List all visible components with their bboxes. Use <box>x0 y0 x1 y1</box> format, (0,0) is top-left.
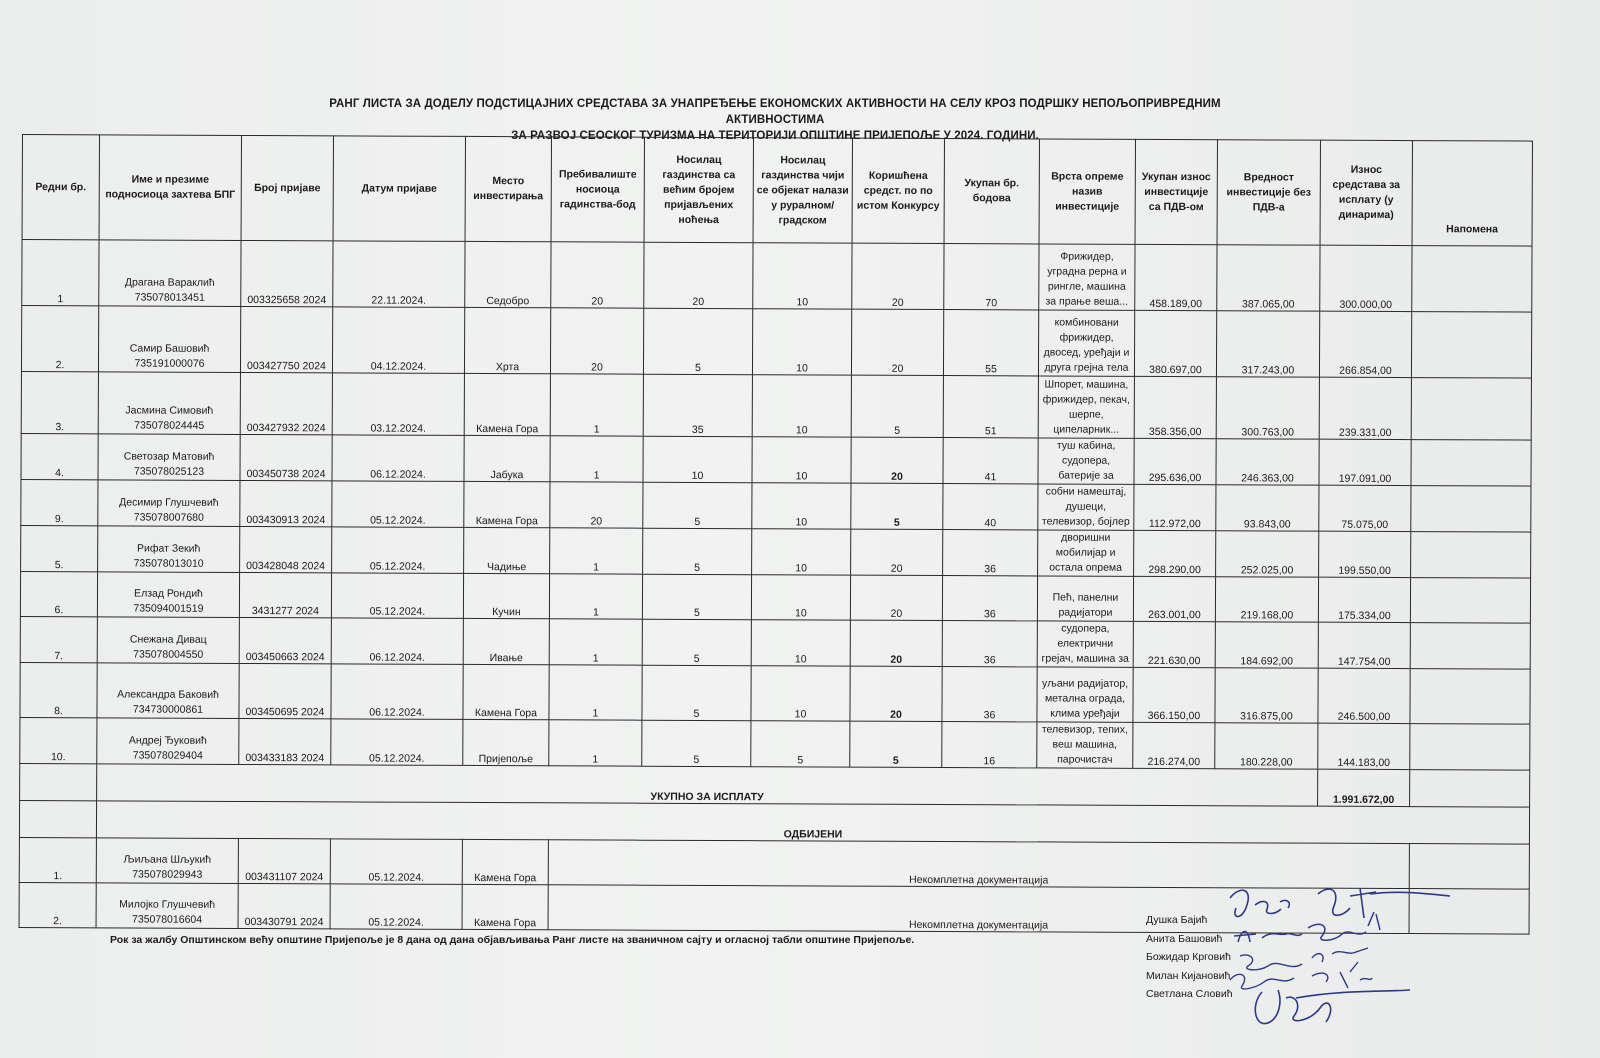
applicant-name-cell: Самир Башовић 735191000076 <box>98 306 240 373</box>
rejected-heading: ОДБИЈЕНИ <box>96 801 1529 844</box>
residence-points-cell: 1 <box>549 720 642 766</box>
nights-points-cell: 5 <box>642 574 751 619</box>
rural-points-cell: 10 <box>751 620 850 666</box>
total-value: 1.991.672,00 <box>1318 769 1410 806</box>
note-cell <box>1411 312 1531 379</box>
total-points-cell: 36 <box>942 576 1037 621</box>
residence-points-cell: 1 <box>550 436 643 482</box>
table-row <box>21 371 1531 440</box>
row-number-cell: 5. <box>21 525 98 571</box>
funds-used-points-cell: 20 <box>850 666 942 721</box>
investment-place-cell: Камена Гора <box>464 481 550 527</box>
appeal-note: Рок за жалбу Општинском већу општине Пријепоље је 8 дана од дана објављивања Ранг листе на званичном сајту и огласној табли општине Пријепоље. <box>110 934 915 946</box>
ranking-rows <box>20 240 1532 771</box>
rejection-reason-cell: Некомплетна документација <box>548 840 1409 889</box>
investment-without-vat-cell: 387.065,00 <box>1217 245 1320 311</box>
table-row <box>20 571 1530 623</box>
funds-used-points-cell: 20 <box>851 529 943 575</box>
equipment-cell: Шпорет, машина, фрижидер, пекач, шерпе, ципеларник... <box>1038 376 1134 438</box>
header-cell: Име и презиме подносиоца захтева БПГ <box>99 135 241 241</box>
row-number-cell: 9. <box>21 479 98 525</box>
funds-used-points-cell: 5 <box>851 375 943 437</box>
title-line-2: ЗА РАЗВОЈ СЕОСКОГ ТУРИЗМА НА ТЕРИТОРИЈИ ОПШТИНЕ ПРИЈЕПОЉЕ У 2024. ГОДИНИ. <box>511 130 1039 142</box>
note-cell <box>1411 440 1531 487</box>
investment-without-vat-cell: 246.363,00 <box>1216 439 1319 485</box>
application-number-cell: 003450695 2024 <box>239 663 331 718</box>
equipment-cell: судопера, електрични грејач, машина за <box>1037 621 1133 667</box>
empty-cell <box>20 763 97 800</box>
application-date-cell: 06.12.2024. <box>331 618 463 665</box>
investment-with-vat-cell: 221.630,00 <box>1133 621 1215 667</box>
equipment-cell: телевизор, тепих, веш машина, парочистач <box>1037 722 1133 768</box>
payout-amount-cell: 175.334,00 <box>1318 577 1410 622</box>
application-date-cell: 05.12.2024. <box>331 719 463 766</box>
total-label: УКУПНО ЗА ИСПЛАТУ <box>97 764 1318 806</box>
investment-without-vat-cell: 184.692,00 <box>1215 622 1318 668</box>
investment-without-vat-cell: 317.243,00 <box>1216 311 1319 377</box>
applicant-name-cell: Драгана Вараклић 735078013451 <box>99 240 241 307</box>
nights-points-cell: 5 <box>642 665 751 720</box>
total-points-cell: 36 <box>942 621 1037 667</box>
table-row <box>21 479 1531 532</box>
handwritten-signatures <box>1200 880 1480 1030</box>
total-points-cell: 36 <box>942 667 1037 722</box>
payout-amount-cell: 199.550,00 <box>1319 531 1411 577</box>
investment-with-vat-cell: 263.001,00 <box>1133 576 1215 621</box>
investment-place-cell: Чадиње <box>464 527 550 573</box>
header-cell: Напомена <box>1412 141 1532 247</box>
application-date-cell: 05.12.2024. <box>330 839 462 885</box>
table-row <box>21 433 1531 486</box>
table-row <box>20 616 1530 669</box>
rural-points-cell: 10 <box>752 309 851 375</box>
table-header-row <box>22 135 1532 247</box>
table-row <box>20 717 1530 770</box>
nights-points-cell: 20 <box>644 242 753 308</box>
residence-points-cell: 1 <box>550 374 643 436</box>
empty-cell <box>1410 770 1530 808</box>
header-cell: Укупан износ инвестиције са ПДВ-ом <box>1135 139 1217 244</box>
header-cell: Број пријаве <box>241 135 333 240</box>
note-cell <box>1411 486 1531 533</box>
funds-used-points-cell: 5 <box>850 721 942 767</box>
application-date-cell: 06.12.2024. <box>331 664 463 720</box>
application-date-cell: 05.12.2024. <box>331 573 463 619</box>
investment-place-cell: Кучин <box>463 573 549 618</box>
investment-with-vat-cell: 298.290,00 <box>1134 530 1216 576</box>
signer-name: Светлана Словић <box>1146 988 1233 1000</box>
table-row <box>22 240 1532 313</box>
total-points-cell: 51 <box>943 376 1038 438</box>
applicant-name-cell: Јасмина Симовић 735078024445 <box>98 372 240 435</box>
header-cell: Укупан бр. бодова <box>944 139 1039 244</box>
header-cell: Место инвестирања <box>465 136 551 241</box>
empty-cell <box>19 800 96 837</box>
signer-name: Милан Кијановић <box>1146 969 1231 982</box>
investment-place-cell: Хрта <box>464 307 550 373</box>
row-number-cell: 4. <box>21 433 98 479</box>
application-date-cell: 22.11.2024. <box>333 241 465 308</box>
applicant-name-cell: Снежана Дивац 735078004550 <box>97 617 239 664</box>
funds-used-points-cell: 20 <box>851 437 943 483</box>
note-cell <box>1410 669 1530 725</box>
application-number-cell: 003430791 2024 <box>238 883 330 928</box>
investment-without-vat-cell: 93.843,00 <box>1216 485 1319 531</box>
payout-amount-cell: 246.500,00 <box>1318 668 1410 723</box>
applicant-name-cell: Елзад Рондић 735094001519 <box>97 572 239 618</box>
total-points-cell: 70 <box>944 244 1039 310</box>
application-number-cell: 003427932 2024 <box>240 372 332 434</box>
funds-used-points-cell: 20 <box>850 575 942 620</box>
total-points-cell: 36 <box>943 530 1038 576</box>
ranking-table <box>19 134 1533 935</box>
total-points-cell: 55 <box>943 310 1038 376</box>
note-cell <box>1410 724 1530 771</box>
row-number-cell: 1. <box>19 837 96 882</box>
investment-place-cell: Седобро <box>465 241 551 307</box>
header-cell: Врста опреме назив инвестиције <box>1039 139 1135 244</box>
header-cell: Носилац газдинства са већим бројем пријављених ноћења <box>644 137 753 242</box>
applicant-name-cell: Рифат Зекић 735078013010 <box>98 526 240 573</box>
residence-points-cell: 20 <box>551 242 644 308</box>
row-number-cell: 8. <box>20 662 97 717</box>
residence-points-cell: 20 <box>550 482 643 528</box>
equipment-cell: Пећ, панелни радијатори <box>1037 576 1133 621</box>
payout-amount-cell: 197.091,00 <box>1319 439 1411 485</box>
applicant-name-cell: Андреј Ђуковић 735078029404 <box>97 718 239 765</box>
equipment-cell: уљани радијатор, метална ограда, клима уређаји <box>1037 667 1133 722</box>
header-cell: Редни бр. <box>22 135 99 240</box>
payout-amount-cell: 239.331,00 <box>1319 377 1411 439</box>
investment-without-vat-cell: 252.025,00 <box>1216 531 1319 577</box>
investment-without-vat-cell: 316.875,00 <box>1215 668 1318 723</box>
equipment-cell: комбиновани фрижидер, двосед, уређаји и друга грејна тела <box>1038 310 1134 376</box>
rural-points-cell: 10 <box>751 575 850 620</box>
application-date-cell: 05.12.2024. <box>332 527 464 574</box>
rural-points-cell: 10 <box>753 243 852 309</box>
investment-with-vat-cell: 380.697,00 <box>1134 310 1216 376</box>
investment-without-vat-cell: 300.763,00 <box>1216 377 1319 439</box>
payout-amount-cell: 147.754,00 <box>1318 622 1410 668</box>
header-cell: Датум пријаве <box>333 136 465 242</box>
application-date-cell: 03.12.2024. <box>332 373 464 436</box>
table-row <box>21 306 1531 379</box>
residence-points-cell: 20 <box>550 308 643 374</box>
payout-amount-cell: 144.183,00 <box>1318 723 1410 769</box>
nights-points-cell: 5 <box>643 482 752 528</box>
note-cell <box>1411 532 1531 579</box>
rejection-reason-cell: Некомплетна документација <box>548 885 1409 934</box>
investment-without-vat-cell: 219.168,00 <box>1215 577 1318 622</box>
row-number-cell: 7. <box>20 616 97 662</box>
payout-amount-cell: 266.854,00 <box>1319 311 1411 377</box>
note-cell <box>1410 623 1530 670</box>
investment-with-vat-cell: 216.274,00 <box>1133 722 1215 768</box>
nights-points-cell: 10 <box>643 436 752 482</box>
table-row <box>21 525 1531 578</box>
equipment-cell: туш кабина, судопера, батерије за <box>1038 438 1134 484</box>
application-number-cell: 003430913 2024 <box>240 480 332 526</box>
application-number-cell: 003428048 2024 <box>240 526 332 572</box>
nights-points-cell: 5 <box>642 619 751 665</box>
funds-used-points-cell: 5 <box>851 483 943 529</box>
residence-points-cell: 1 <box>550 528 643 574</box>
applicant-name-cell: Љиљана Шљукић 735078029943 <box>96 838 238 884</box>
application-number-cell: 003450663 2024 <box>239 617 331 663</box>
investment-place-cell: Камена Гора <box>464 373 550 435</box>
header-cell: Пребивалиште носиоца гадинства-бод <box>551 137 644 242</box>
total-points-cell: 40 <box>943 484 1038 530</box>
payout-amount-cell: 75.075,00 <box>1319 485 1411 531</box>
row-number-cell: 10. <box>20 717 97 763</box>
note-cell <box>1412 246 1532 313</box>
note-cell <box>1411 378 1531 441</box>
application-date-cell: 04.12.2024. <box>332 307 464 374</box>
rural-points-cell: 10 <box>751 666 850 721</box>
investment-place-cell: Камена Гора <box>463 664 549 719</box>
nights-points-cell: 5 <box>642 720 751 766</box>
nights-points-cell: 35 <box>643 374 752 436</box>
applicant-name-cell: Десимир Глушчевић 735078007680 <box>98 480 240 527</box>
equipment-cell: Фрижидер, уградна рерна и рингле, машина за прање веша... <box>1039 244 1135 310</box>
total-points-cell: 16 <box>942 722 1037 768</box>
row-number-cell: 2. <box>21 306 98 372</box>
rural-points-cell: 10 <box>752 529 851 575</box>
rural-points-cell: 10 <box>752 483 851 529</box>
investment-with-vat-cell: 112.972,00 <box>1134 484 1216 530</box>
investment-with-vat-cell: 358.356,00 <box>1134 376 1216 438</box>
application-date-cell: 05.12.2024. <box>332 481 464 528</box>
application-number-cell: 003431107 2024 <box>238 838 330 883</box>
header-cell: Износ средстава за исплату (у динарима) <box>1320 140 1412 245</box>
totals-section <box>19 763 1529 844</box>
equipment-cell: собни намештај, душеци, телевизор, бојлер <box>1038 484 1134 530</box>
nights-points-cell: 5 <box>643 308 752 374</box>
applicant-name-cell: Светозар Матовић 735078025123 <box>98 434 240 481</box>
table-row <box>20 662 1530 724</box>
nights-points-cell: 5 <box>643 528 752 574</box>
funds-used-points-cell: 20 <box>852 243 944 309</box>
header-cell: Вредност инвестиције без ПДВ-а <box>1217 140 1320 245</box>
header-cell: Носилац газдинства чији се објекат налази у руралном/градском <box>753 138 852 243</box>
row-number-cell: 2. <box>19 882 96 927</box>
application-date-cell: 05.12.2024. <box>330 884 462 930</box>
signer-name: Душка Бајић <box>1146 914 1208 926</box>
investment-with-vat-cell: 366.150,00 <box>1133 667 1215 722</box>
applicant-name-cell: Милојко Глушчевић 735078016604 <box>96 883 238 929</box>
total-points-cell: 41 <box>943 438 1038 484</box>
application-number-cell: 3431277 2024 <box>239 572 331 617</box>
applicant-name-cell: Александра Баковић 734730000861 <box>97 663 239 719</box>
investment-place-cell: Ивање <box>463 618 549 664</box>
signer-name: Анита Башовић <box>1146 932 1223 945</box>
investment-with-vat-cell: 458.189,00 <box>1135 244 1217 310</box>
payout-amount-cell: 300.000,00 <box>1320 245 1412 311</box>
residence-points-cell: 1 <box>549 574 642 619</box>
row-number-cell: 1 <box>22 240 99 306</box>
note-cell <box>1410 578 1530 624</box>
signer-name: Божидар Крговић <box>1146 951 1231 963</box>
application-number-cell: 003433183 2024 <box>239 718 331 764</box>
funds-used-points-cell: 20 <box>850 620 942 666</box>
title-line-1: РАНГ ЛИСТА ЗА ДОДЕЛУ ПОДСТИЦАЈНИХ СРЕДСТАВА ЗА УНАПРЕЂЕЊЕ ЕКОНОМСКИХ АКТИВНОСТИ НА СЕЛУ КРОЗ ПОДРШКУ НЕПОЉОПРИВРЕДНИМ АКТИВНОСТИМА <box>329 98 1221 126</box>
investment-place-cell: Јабука <box>464 435 550 481</box>
application-number-cell: 003427750 2024 <box>240 306 332 372</box>
header-cell: Коришћена средст. по по истом Конкурсу <box>852 138 944 243</box>
investment-place-cell: Пријепоље <box>463 719 549 765</box>
investment-without-vat-cell: 180.228,00 <box>1215 723 1318 769</box>
equipment-cell: дворишни мобилијар и остала опрема <box>1038 530 1134 576</box>
investment-place-cell: Камена Гора <box>462 839 548 884</box>
application-number-cell: 003450738 2024 <box>240 434 332 480</box>
rural-points-cell: 5 <box>751 721 850 767</box>
application-number-cell: 003325658 2024 <box>241 240 333 306</box>
rural-points-cell: 10 <box>752 375 851 437</box>
investment-place-cell: Камена Гора <box>462 884 548 929</box>
row-number-cell: 3. <box>21 371 98 433</box>
residence-points-cell: 1 <box>549 619 642 665</box>
application-date-cell: 06.12.2024. <box>332 435 464 482</box>
funds-used-points-cell: 20 <box>851 309 943 375</box>
investment-with-vat-cell: 295.636,00 <box>1134 438 1216 484</box>
rural-points-cell: 10 <box>752 437 851 483</box>
row-number-cell: 6. <box>20 571 97 616</box>
residence-points-cell: 1 <box>549 665 642 720</box>
